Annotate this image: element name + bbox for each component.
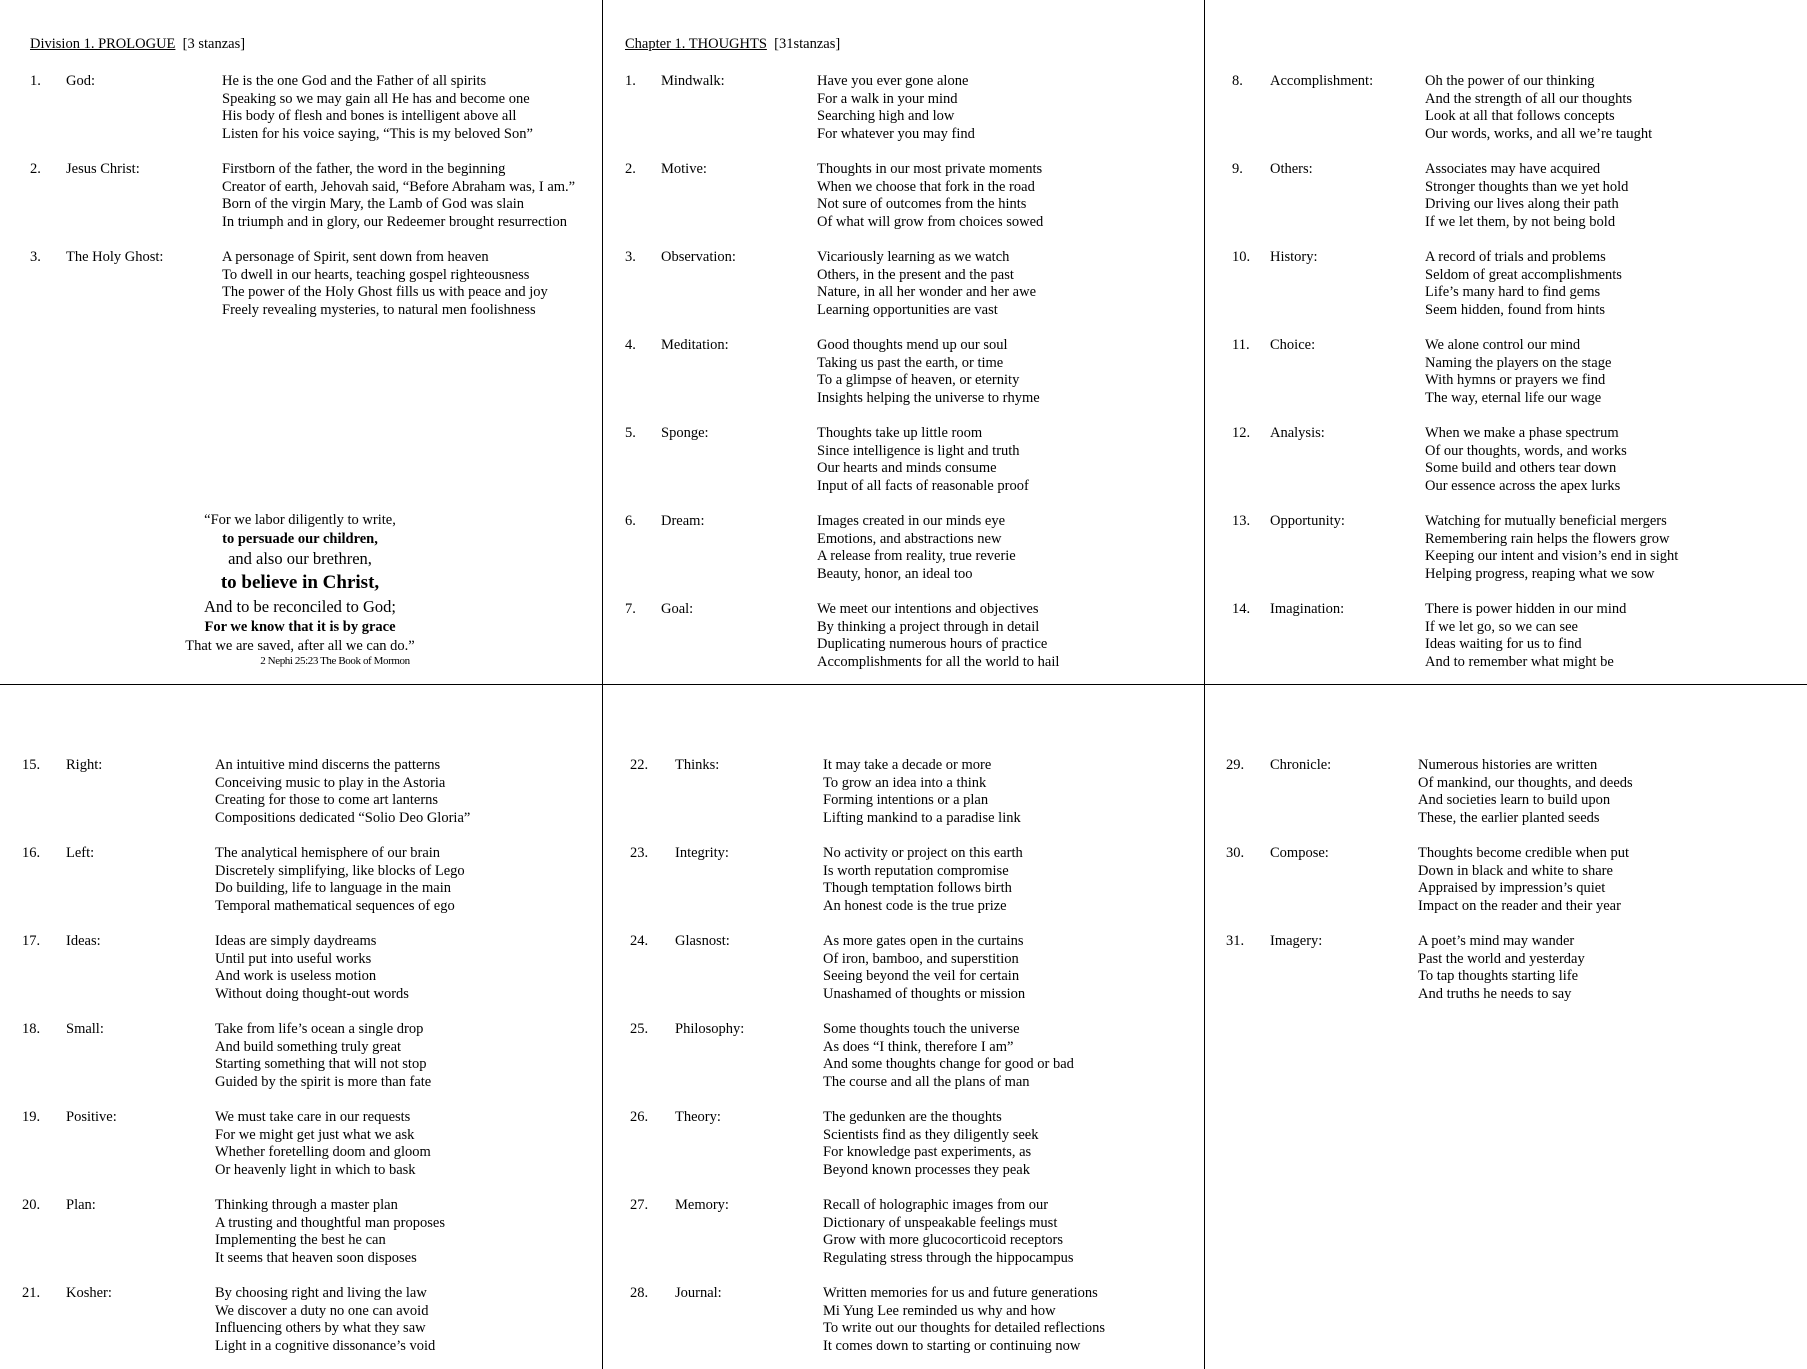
stanza-title: Dream: — [661, 513, 705, 529]
stanza-line: An intuitive mind discerns the patterns — [215, 757, 441, 773]
stanza-line: Look at all that follows concepts — [1425, 108, 1615, 125]
stanza-title: Imagery: — [1270, 933, 1323, 949]
stanza-line: We alone control our mind — [1425, 337, 1581, 353]
stanza-title: Accomplishment: — [1270, 73, 1374, 89]
stanza-line: Starting something that will not stop — [215, 1056, 427, 1073]
stanza-line: When we choose that fork in the road — [817, 178, 1035, 195]
stanza-title: God: — [66, 73, 95, 89]
stanza-line: Associates may have acquired — [1425, 161, 1601, 177]
stanza-line: Of our thoughts, words, and works — [1425, 442, 1627, 459]
stanza-line: A personage of Spirit, sent down from heaven — [222, 249, 489, 265]
stanza-line: Thoughts become credible when put — [1418, 845, 1629, 861]
stanza-number: 7. — [625, 601, 636, 617]
stanza-line: Light in a cognitive dissonance’s void — [215, 1337, 436, 1354]
stanza-line: Forming intentions or a plan — [823, 792, 989, 809]
stanza-title: Sponge: — [661, 425, 709, 441]
quote-line: “For we labor diligently to write, — [204, 512, 396, 528]
stanza-title: Analysis: — [1270, 425, 1325, 441]
stanza-lines — [215, 1109, 431, 1179]
stanza-line: To write out our thoughts for detailed reflections — [823, 1320, 1106, 1337]
stanza-title: History: — [1270, 249, 1318, 265]
stanza-line: Guided by the spirit is more than fate — [215, 1073, 432, 1090]
stanza-lines — [823, 1285, 1105, 1355]
stanza-line: His body of flesh and bones is intelligent above all — [222, 108, 517, 125]
stanza-number: 8. — [1232, 73, 1243, 89]
stanza-line: Regulating stress through the hippocampus — [823, 1249, 1074, 1266]
stanza-line: Life’s many hard to find gems — [1425, 284, 1601, 301]
stanza-line: Seeing beyond the veil for certain — [823, 968, 1020, 985]
stanza-line: The way, eternal life our wage — [1425, 389, 1602, 406]
chapter-heading-label: Chapter 1. THOUGHTS — [625, 36, 767, 52]
stanza-line: Dictionary of unspeakable feelings must — [823, 1214, 1058, 1231]
stanza-title: Thinks: — [675, 757, 720, 773]
stanza-line: Stronger thoughts than we yet hold — [1425, 178, 1629, 195]
stanza-line: Written memories for us and future generations — [823, 1285, 1098, 1301]
stanza-title: Jesus Christ: — [66, 161, 140, 177]
stanza-number: 3. — [30, 249, 41, 265]
stanza-line: To a glimpse of heaven, or eternity — [817, 372, 1020, 389]
stanza-line: For a walk in your mind — [817, 90, 958, 107]
quote-line: and also our brethren, — [228, 549, 372, 568]
stanza-line: Freely revealing mysteries, to natural men foolishness — [222, 301, 536, 318]
stanza-title: Glasnost: — [675, 933, 730, 949]
stanza-line: It seems that heaven soon disposes — [215, 1249, 417, 1266]
stanza-title: Memory: — [675, 1197, 729, 1213]
stanza-line: Vicariously learning as we watch — [817, 249, 1010, 265]
stanza-line: There is power hidden in our mind — [1425, 601, 1627, 617]
stanza-title: Theory: — [675, 1109, 721, 1125]
stanza-line: Beyond known processes they peak — [823, 1161, 1030, 1178]
stanza-line: Until put into useful works — [215, 950, 372, 967]
stanza-line: Scientists find as they diligently seek — [823, 1126, 1039, 1143]
stanza-line: Or heavenly light in which to bask — [215, 1161, 416, 1178]
stanza-line: We discover a duty no one can avoid — [215, 1302, 429, 1319]
stanza-title: Meditation: — [661, 337, 729, 353]
stanza-line: Keeping our intent and vision’s end in sight — [1425, 548, 1679, 565]
stanza-line: Creator of earth, Jehovah said, “Before Abraham was, I am.” — [222, 178, 576, 195]
stanza-title: Integrity: — [675, 845, 729, 861]
stanza-number: 18. — [22, 1021, 41, 1037]
stanza-title: Motive: — [661, 161, 707, 177]
chapter-heading-note: [31stanzas] — [774, 36, 841, 52]
stanza-line: Thinking through a master plan — [215, 1197, 398, 1213]
stanza-number: 17. — [22, 933, 41, 949]
stanza-line: As does “I think, therefore I am” — [823, 1038, 1014, 1055]
stanza-line: A poet’s mind may wander — [1418, 933, 1575, 949]
stanza-number: 4. — [625, 337, 636, 353]
stanza-number: 13. — [1232, 513, 1251, 529]
stanza-title: Right: — [66, 757, 103, 773]
stanza-line: Remembering rain helps the flowers grow — [1425, 530, 1670, 547]
stanza-line: Implementing the best he can — [215, 1232, 386, 1249]
stanza-line: Duplicating numerous hours of practice — [817, 636, 1048, 653]
stanza-number: 3. — [625, 249, 636, 265]
stanza-line: Watching for mutually beneficial mergers — [1425, 513, 1667, 529]
stanza-line: The power of the Holy Ghost fills us with peace and joy — [222, 284, 548, 301]
stanza-line: Listen for his voice saying, “This is my beloved Son” — [222, 125, 533, 142]
stanza-title: Others: — [1270, 161, 1313, 177]
stanza-line: Ideas are simply daydreams — [215, 933, 377, 949]
stanza-line: It comes down to starting or continuing now — [823, 1337, 1081, 1354]
stanza-title: Philosophy: — [675, 1021, 745, 1037]
stanza-line: With hymns or prayers we find — [1425, 372, 1606, 389]
stanza-number: 6. — [625, 513, 636, 529]
stanza-line: Of iron, bamboo, and superstition — [823, 950, 1019, 967]
stanza-lines — [215, 1285, 435, 1355]
stanza-title: The Holy Ghost: — [66, 249, 164, 265]
stanza-line: And truths he needs to say — [1418, 985, 1572, 1002]
stanza-title: Journal: — [675, 1285, 722, 1301]
stanza-line: Appraised by impression’s quiet — [1418, 880, 1606, 897]
row-divider — [0, 684, 1807, 685]
stanza-line: Compositions dedicated “Solio Deo Gloria” — [215, 809, 471, 826]
stanza-line: And societies learn to build upon — [1418, 792, 1611, 809]
stanza-number: 26. — [630, 1109, 649, 1125]
quote-line: For we know that it is by grace — [204, 619, 396, 635]
stanza-line: For knowledge past experiments, as — [823, 1144, 1032, 1161]
quote-citation: 2 Nephi 25:23 The Book of Mormon — [260, 655, 410, 667]
stanza-number: 23. — [630, 845, 649, 861]
stanza-line: Creating for those to come art lanterns — [215, 792, 439, 809]
stanza-line: A trusting and thoughtful man proposes — [215, 1214, 445, 1231]
stanza-title: Opportunity: — [1270, 513, 1345, 529]
stanza-lines — [817, 425, 1029, 495]
stanza-line: Accomplishments for all the world to hail — [817, 653, 1060, 670]
stanza-line: Driving our lives along their path — [1425, 196, 1619, 213]
stanza-lines — [1425, 425, 1627, 495]
stanza-line: These, the earlier planted seeds — [1418, 809, 1600, 826]
stanza-line: And work is useless motion — [215, 968, 377, 985]
stanza-title: Positive: — [66, 1109, 117, 1125]
stanza-lines — [215, 1021, 431, 1091]
stanza-number: 5. — [625, 425, 636, 441]
stanza-line: Lifting mankind to a paradise link — [823, 809, 1021, 826]
stanza-line: Influencing others by what they saw — [215, 1320, 426, 1337]
stanza-line: Naming the players on the stage — [1425, 354, 1612, 371]
stanza-line: The analytical hemisphere of our brain — [215, 845, 441, 861]
stanza-lines — [1425, 73, 1652, 143]
stanza-line: For we might get just what we ask — [215, 1126, 415, 1143]
stanza-lines — [215, 1197, 445, 1267]
stanza-line: Not sure of outcomes from the hints — [817, 196, 1027, 213]
stanza-number: 1. — [30, 73, 41, 89]
stanza-line: To dwell in our hearts, teaching gospel righteousness — [222, 266, 530, 283]
stanza-line: Learning opportunities are vast — [817, 301, 998, 318]
stanza-number: 11. — [1232, 337, 1250, 353]
stanza-line: Searching high and low — [817, 108, 955, 125]
stanza-lines — [817, 513, 1016, 583]
stanza-line: Whether foretelling doom and gloom — [215, 1144, 431, 1161]
stanza-line: Past the world and yesterday — [1418, 950, 1585, 967]
stanza-lines — [215, 757, 470, 827]
stanza-number: 10. — [1232, 249, 1251, 265]
stanza-number: 27. — [630, 1197, 649, 1213]
stanza-lines — [1418, 757, 1633, 827]
stanza-title: Kosher: — [66, 1285, 112, 1301]
stanza-lines — [1418, 933, 1585, 1003]
stanza-lines — [823, 933, 1025, 1003]
stanza-line: For whatever you may find — [817, 125, 975, 142]
stanza-line: Of what will grow from choices sowed — [817, 213, 1044, 230]
stanza-line: To grow an idea into a think — [823, 774, 987, 791]
stanza-lines — [823, 1197, 1074, 1267]
quote-line: to believe in Christ, — [220, 572, 380, 593]
stanza-lines — [817, 337, 1040, 407]
stanza-lines — [1425, 337, 1611, 407]
stanza-line: Our words, works, and all we’re taught — [1425, 125, 1653, 142]
stanza-line: A release from reality, true reverie — [817, 548, 1016, 565]
stanza-lines — [1418, 845, 1629, 915]
stanza-lines — [823, 845, 1023, 915]
stanza-line: Our hearts and minds consume — [817, 460, 997, 477]
stanza-number: 2. — [625, 161, 636, 177]
stanza-number: 2. — [30, 161, 41, 177]
stanza-lines — [817, 73, 975, 143]
stanza-line: Insights helping the universe to rhyme — [817, 389, 1040, 406]
stanza-number: 29. — [1226, 757, 1245, 773]
stanza-line: No activity or project on this earth — [823, 845, 1023, 861]
stanza-title: Goal: — [661, 601, 694, 617]
stanza-lines — [1425, 601, 1626, 671]
stanza-line: He is the one God and the Father of all spirits — [222, 73, 487, 89]
stanza-lines — [817, 249, 1036, 319]
stanza-line: To tap thoughts starting life — [1418, 968, 1579, 985]
stanza-title: Mindwalk: — [661, 73, 725, 89]
stanza-line: By choosing right and living the law — [215, 1285, 427, 1301]
stanza-number: 15. — [22, 757, 41, 773]
stanza-line: Impact on the reader and their year — [1418, 897, 1621, 914]
stanza-lines — [215, 933, 409, 1003]
stanza-line: And to remember what might be — [1425, 653, 1614, 670]
stanza-line: Unashamed of thoughts or mission — [823, 985, 1026, 1002]
stanza-line: Images created in our minds eye — [817, 513, 1006, 529]
stanza-lines — [222, 249, 548, 319]
stanza-line: Thoughts take up little room — [817, 425, 983, 441]
stanza-title: Left: — [66, 845, 95, 861]
stanza-line: A record of trials and problems — [1425, 249, 1606, 265]
stanza-line: Seldom of great accomplishments — [1425, 266, 1622, 283]
stanza-line: Born of the virgin Mary, the Lamb of God was slain — [222, 196, 525, 213]
stanza-line: Temporal mathematical sequences of ego — [215, 897, 455, 914]
stanza-title: Imagination: — [1270, 601, 1345, 617]
stanza-title: Small: — [66, 1021, 104, 1037]
stanza-line: Discretely simplifying, like blocks of Lego — [215, 862, 465, 879]
stanza-number: 20. — [22, 1197, 41, 1213]
stanza-number: 16. — [22, 845, 41, 861]
stanza-line: Seem hidden, found from hints — [1425, 301, 1606, 318]
stanza-number: 22. — [630, 757, 649, 773]
stanza-line: Input of all facts of reasonable proof — [817, 477, 1029, 494]
stanza-line: Since intelligence is light and truth — [817, 442, 1020, 459]
stanza-line: Nature, in all her wonder and her awe — [817, 284, 1037, 301]
stanza-line: The gedunken are the thoughts — [823, 1109, 1002, 1125]
stanza-line: An honest code is the true prize — [823, 897, 1007, 914]
stanza-lines — [823, 1021, 1074, 1091]
stanza-line: Do building, life to language in the main — [215, 880, 451, 897]
stanza-line: Though temptation follows birth — [823, 880, 1012, 897]
stanza-line: Some build and others tear down — [1425, 460, 1617, 477]
stanza-line: Beauty, honor, an ideal too — [817, 565, 973, 582]
stanza-line: And the strength of all our thoughts — [1425, 90, 1633, 107]
stanza-number: 24. — [630, 933, 649, 949]
stanza-line: Grow with more glucocorticoid receptors — [823, 1232, 1063, 1249]
stanza-number: 30. — [1226, 845, 1245, 861]
stanza-line: If we let them, by not being bold — [1425, 213, 1616, 230]
stanza-number: 1. — [625, 73, 636, 89]
stanza-number: 19. — [22, 1109, 41, 1125]
stanza-line: Without doing thought-out words — [215, 985, 409, 1002]
stanza-line: Take from life’s ocean a single drop — [215, 1021, 424, 1037]
stanza-line: As more gates open in the curtains — [823, 933, 1024, 949]
stanza-title: Chronicle: — [1270, 757, 1332, 773]
stanza-line: It may take a decade or more — [823, 757, 992, 773]
stanza-line: Good thoughts mend up our soul — [817, 337, 1008, 353]
quote-line: to persuade our children, — [222, 531, 378, 547]
stanza-lines — [215, 845, 465, 915]
prologue-heading-note: [3 stanzas] — [182, 36, 246, 52]
stanza-line: Helping progress, reaping what we sow — [1425, 565, 1655, 582]
stanza-line: We must take care in our requests — [215, 1109, 411, 1125]
stanza-line: Some thoughts touch the universe — [823, 1021, 1020, 1037]
stanza-line: Ideas waiting for us to find — [1425, 636, 1582, 653]
stanza-lines — [222, 73, 533, 143]
stanza-lines — [823, 757, 1021, 827]
stanza-line: Have you ever gone alone — [817, 73, 969, 89]
stanza-number: 21. — [22, 1285, 41, 1301]
stanza-line: We meet our intentions and objectives — [817, 601, 1039, 617]
stanza-line: The course and all the plans of man — [823, 1073, 1030, 1090]
stanza-title: Observation: — [661, 249, 736, 265]
stanza-line: Is worth reputation compromise — [823, 862, 1009, 879]
stanza-line: Speaking so we may gain all He has and become one — [222, 90, 530, 107]
stanza-number: 28. — [630, 1285, 649, 1301]
stanza-line: Oh the power of our thinking — [1425, 73, 1595, 89]
stanza-lines — [1425, 161, 1628, 231]
stanza-number: 9. — [1232, 161, 1243, 177]
stanza-title: Compose: — [1270, 845, 1329, 861]
stanza-line: Numerous histories are written — [1418, 757, 1598, 773]
stanza-line: And build something truly great — [215, 1038, 402, 1055]
prologue-heading-label: Division 1. PROLOGUE — [30, 36, 176, 52]
stanza-line: Recall of holographic images from our — [823, 1197, 1049, 1213]
stanza-line: Emotions, and abstractions new — [817, 530, 1002, 547]
stanza-title: Plan: — [66, 1197, 96, 1213]
stanza-line: Firstborn of the father, the word in the beginning — [222, 161, 506, 177]
stanza-line: By thinking a project through in detail — [817, 618, 1040, 635]
stanza-number: 31. — [1226, 933, 1245, 949]
stanza-line: Taking us past the earth, or time — [817, 354, 1004, 371]
stanza-lines — [222, 161, 575, 231]
stanza-number: 12. — [1232, 425, 1251, 441]
stanza-number: 14. — [1232, 601, 1251, 617]
quote-line: That we are saved, after all we can do.” — [185, 638, 415, 654]
stanza-line: Others, in the present and the past — [817, 266, 1014, 283]
quote-line: And to be reconciled to God; — [204, 597, 396, 616]
stanza-line: And some thoughts change for good or bad — [823, 1056, 1074, 1073]
stanza-title: Ideas: — [66, 933, 101, 949]
stanza-line: In triumph and in glory, our Redeemer brought resurrection — [222, 213, 567, 230]
stanza-lines — [817, 161, 1043, 231]
stanza-lines — [1425, 249, 1622, 319]
stanza-line: Our essence across the apex lurks — [1425, 477, 1621, 494]
stanza-line: If we let go, so we can see — [1425, 618, 1578, 635]
stanza-line: Down in black and white to share — [1418, 862, 1613, 879]
stanza-lines — [817, 601, 1059, 671]
stanza-line: Mi Yung Lee reminded us why and how — [823, 1302, 1056, 1319]
stanza-line: Thoughts in our most private moments — [817, 161, 1043, 177]
stanza-title: Choice: — [1270, 337, 1316, 353]
stanza-lines — [1425, 513, 1678, 583]
stanza-line: Conceiving music to play in the Astoria — [215, 774, 446, 791]
stanza-number: 25. — [630, 1021, 649, 1037]
stanza-line: Of mankind, our thoughts, and deeds — [1418, 774, 1633, 791]
stanza-line: When we make a phase spectrum — [1425, 425, 1619, 441]
chapter-heading — [625, 36, 840, 53]
stanza-lines — [823, 1109, 1038, 1179]
